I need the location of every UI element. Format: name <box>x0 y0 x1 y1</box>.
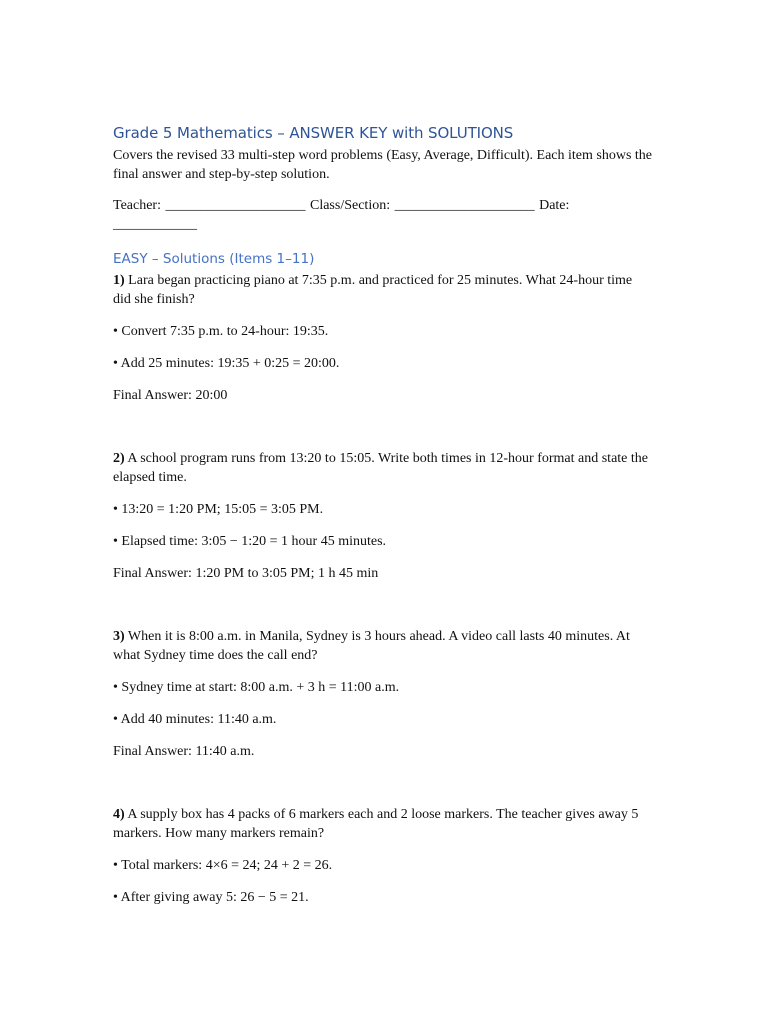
final-answer: Final Answer: 20:00 <box>113 388 228 403</box>
solution-step: • Total markers: 4×6 = 24; 24 + 2 = 26. <box>113 858 333 873</box>
final-answer: Final Answer: 11:40 a.m. <box>113 744 255 759</box>
solution-step: • After giving away 5: 26 − 5 = 21. <box>113 890 309 905</box>
solution-step: • Elapsed time: 3:05 − 1:20 = 1 hour 45 minutes. <box>113 534 387 549</box>
problem-4 <box>113 805 653 907</box>
teacher-info-line: Teacher: ____________________ Class/Section: ____________________ Date: ____________ <box>113 198 570 232</box>
solution-step: • Add 40 minutes: 11:40 a.m. <box>113 712 277 727</box>
problem-text: A supply box has 4 packs of 6 markers each and 2 loose markers. The teacher gives away 5 markers. How many markers remain? <box>113 807 639 841</box>
solution-step: • Sydney time at start: 8:00 a.m. + 3 h = 11:00 a.m. <box>113 680 400 695</box>
final-answer: Final Answer: 1:20 PM to 3:05 PM; 1 h 45 min <box>113 566 379 581</box>
document-content <box>113 124 653 907</box>
problem-question <box>113 627 653 665</box>
solution-step: • 13:20 = 1:20 PM; 15:05 = 3:05 PM. <box>113 502 324 517</box>
section-heading-easy: EASY – Solutions (Items 1–11) <box>113 251 315 267</box>
problem-question <box>113 805 653 843</box>
problem-question <box>113 271 653 309</box>
problem-number: 3) <box>113 629 125 644</box>
problem-number: 2) <box>113 451 125 466</box>
document-title: Grade 5 Mathematics – ANSWER KEY with SOLUTIONS <box>113 124 514 142</box>
problem-text: Lara began practicing piano at 7:35 p.m. and practiced for 25 minutes. What 24-hour time did she finish? <box>113 273 633 307</box>
solution-step: • Add 25 minutes: 19:35 + 0:25 = 20:00. <box>113 356 340 371</box>
problem-number: 4) <box>113 807 125 822</box>
problem-1 <box>113 271 653 405</box>
solution-step: • Convert 7:35 p.m. to 24-hour: 19:35. <box>113 324 329 339</box>
problem-text: When it is 8:00 a.m. in Manila, Sydney is 3 hours ahead. A video call lasts 40 minutes. At what Sydney time does the call end? <box>113 629 630 663</box>
document-intro: Covers the revised 33 multi-step word problems (Easy, Average, Difficult). Each item shows the final answer and step-by-step solution. <box>113 148 652 182</box>
problem-2 <box>113 449 653 583</box>
problem-3 <box>113 627 653 761</box>
problem-text: A school program runs from 13:20 to 15:05. Write both times in 12-hour format and state the elapsed time. <box>113 451 648 485</box>
problem-number: 1) <box>113 273 125 288</box>
problem-question <box>113 449 653 487</box>
